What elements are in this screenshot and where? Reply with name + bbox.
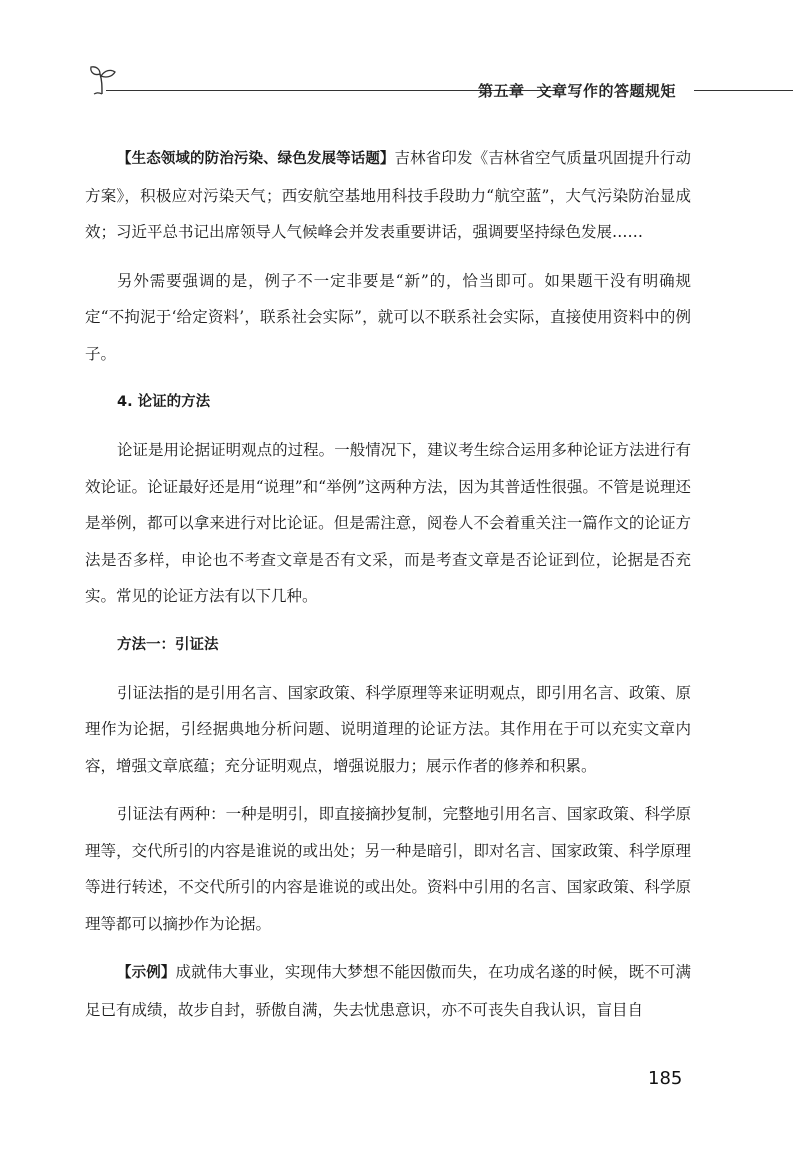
chapter-title: 文章写作的答题规矩 bbox=[536, 82, 677, 100]
header-title bbox=[478, 80, 676, 101]
example-text: 成就伟大事业，实现伟大梦想不能因傲而失，在功成名遂的时候，既不可满足已有成绩，故步自封，骄傲自满，失去忧患意识，亦不可丧失自我认识，盲目自 bbox=[85, 963, 691, 1019]
topic-label: 【生态领域的防治污染、绿色发展等话题】 bbox=[117, 151, 395, 167]
paragraph-examples-note: 另外需要强调的是，例子不一定非要是“新”的，恰当即可。如果题干没有明确规定“不拘泥于‘给定资料’，联系社会实际”，就可以不联系社会实际，直接使用资料中的例子。 bbox=[85, 271, 691, 363]
section-heading: 4. 论证的方法 bbox=[117, 394, 211, 410]
running-header bbox=[88, 60, 793, 100]
paragraph-argumentation: 论证是用论据证明观点的过程。一般情况下，建议考生综合运用多种论证方法进行有效论证。论证最好还是用“说理”和“举例”这两种方法，因为其普适性很强。不管是说理还是举例，都可以拿来进行对比论证。但是需注意，阅卷人不会着重关注一篇作文的论证方法是否多样，申论也不考查文章是否有文采，而是考查文章是否论证到位，论据是否充实。常见的论证方法有以下几种。 bbox=[85, 441, 691, 605]
chapter-label: 第五章 bbox=[478, 82, 525, 100]
page-number: 185 bbox=[648, 1068, 683, 1089]
paragraph-ecology bbox=[85, 140, 691, 251]
example-label: 【示例】 bbox=[117, 965, 176, 981]
paragraph-example bbox=[85, 954, 691, 1028]
header-rule-right bbox=[694, 90, 793, 91]
paragraph-citation-definition: 引证法指的是引用名言、国家政策、科学原理等来证明观点，即引用名言、政策、原理作为论据，引经据典地分析问题、说明道理的论证方法。其作用在于可以充实文章内容，增强文章底蕴；充分证明观点，增强说服力；展示作者的修养和积累。 bbox=[85, 683, 691, 775]
paragraph-citation-types: 引证法有两种：一种是明引，即直接摘抄复制，完整地引用名言、国家政策、科学原理等，交代所引的内容是谁说的或出处；另一种是暗引，即对名言、国家政策、科学原理等进行转述，不交代所引的内容是谁说的或出处。资料中引用的名言、国家政策、科学原理等都可以摘抄作为论据。 bbox=[85, 805, 691, 933]
page-body bbox=[85, 140, 691, 1040]
method-heading: 方法一：引证法 bbox=[117, 636, 219, 653]
paragraph-text: 吉林省印发《吉林省空气质量巩固提升行动方案》，积极应对污染天气；西安航空基地用科技手段助力“航空蓝”，大气污染防治显成效；习近平总书记出席领导人气候峰会并发表重要讲话，强调要坚持绿色发展…… bbox=[85, 149, 691, 241]
